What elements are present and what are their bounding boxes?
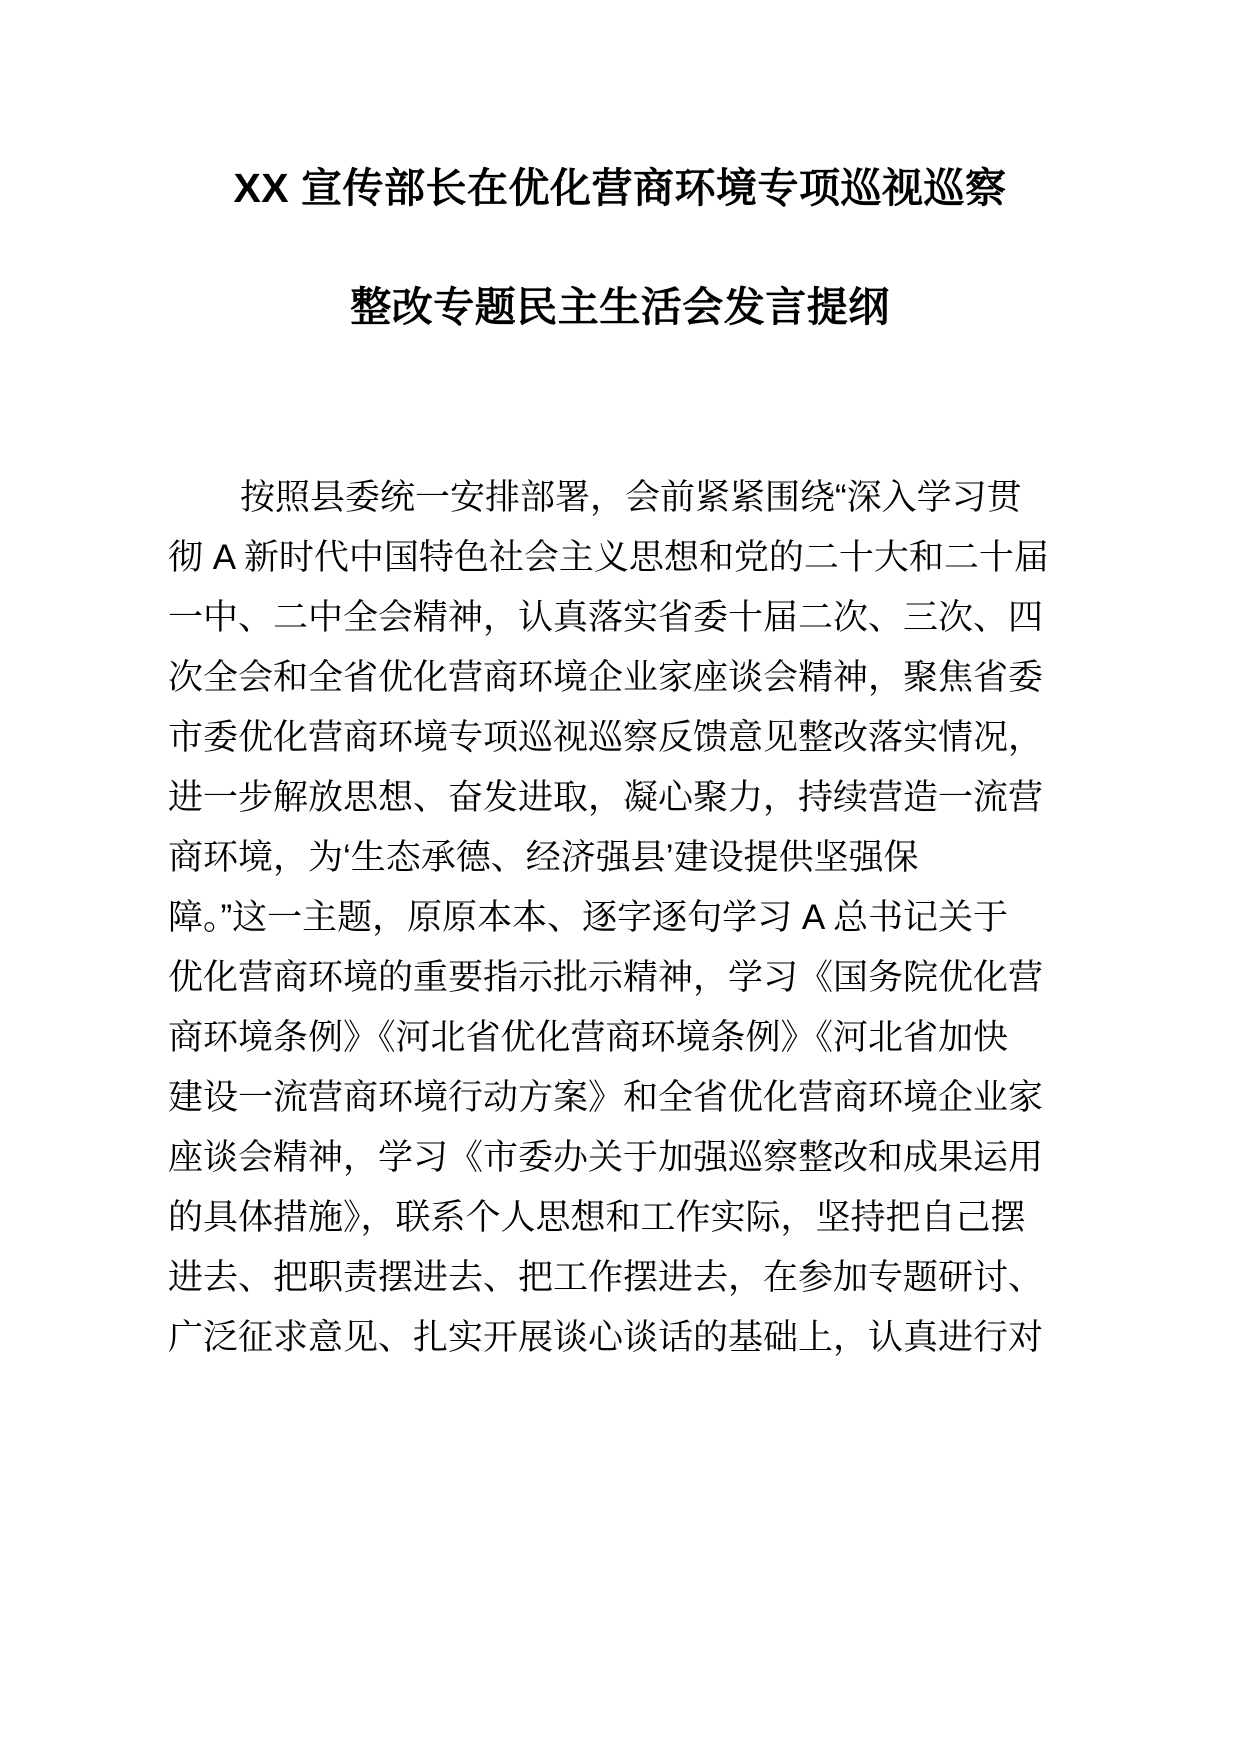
paragraph-line: 广泛征求意见、扎实开展谈心谈话的基础上，认真进行对	[168, 1318, 1044, 1357]
title-line-1: XX 宣传部长在优化营商环境专项巡视巡察	[233, 165, 1007, 211]
paragraph-line: 市委优化营商环境专项巡视巡察反馈意见整改落实情况，	[168, 718, 1044, 757]
paragraph-line: 进一步解放思想、奋发进取，凝心聚力，持续营造一流营	[168, 778, 1044, 817]
paragraph-line: 商环境条例》《河北省优化营商环境条例》《河北省加快	[168, 1018, 1009, 1057]
paragraph-line: 彻 A 新时代中国特色社会主义思想和党的二十大和二十届	[168, 538, 1049, 577]
paragraph-line: 座谈会精神，学习《市委办关于加强巡察整改和成果运用	[168, 1138, 1044, 1177]
paragraph-line: 按照县委统一安排部署，会前紧紧围绕“深入学习贯	[240, 478, 1022, 517]
paragraph-line: 建设一流营商环境行动方案》和全省优化营商环境企业家	[168, 1078, 1044, 1117]
title-line-2: 整改专题民主生活会发言提纲	[350, 284, 890, 330]
paragraph-line: 障。”这一主题，原原本本、逐字逐句学习 A 总书记关于	[168, 898, 1009, 937]
page-content	[168, 0, 1072, 1368]
paragraph-line: 一中、二中全会精神，认真落实省委十届二次、三次、四	[168, 598, 1044, 637]
paragraph-1	[168, 468, 1072, 1368]
paragraph-line: 商环境，为‘生态承德、经济强县’建设提供坚强保	[168, 838, 919, 877]
paragraph-line: 优化营商环境的重要指示批示精神，学习《国务院优化营	[168, 958, 1044, 997]
body-text	[168, 468, 1072, 1368]
paragraph-line: 进去、把职责摆进去、把工作摆进去，在参加专题研讨、	[168, 1258, 1044, 1297]
page-title	[168, 0, 1072, 328]
paragraph-line: 次全会和全省优化营商环境企业家座谈会精神，聚焦省委	[168, 658, 1044, 697]
paragraph-line: 的具体措施》，联系个人思想和工作实际，坚持把自己摆	[168, 1198, 1026, 1237]
